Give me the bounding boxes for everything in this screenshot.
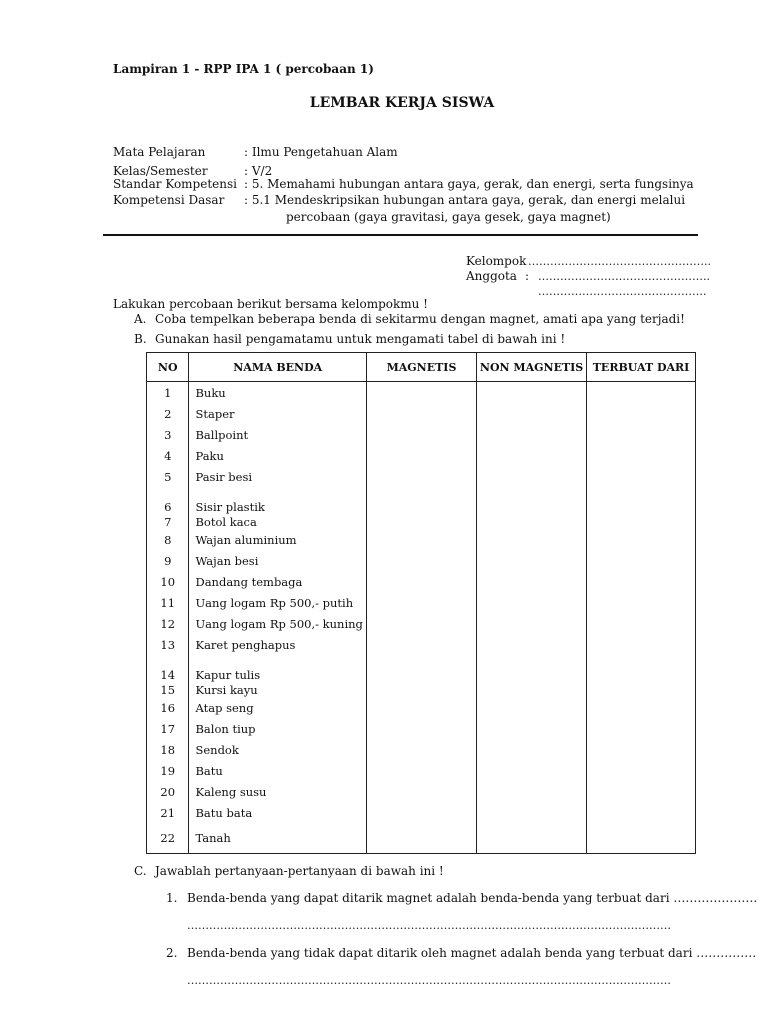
question-1-marker: 1. — [166, 891, 178, 905]
magnetic-cell[interactable] — [366, 739, 476, 760]
object-name: Ballpoint — [189, 424, 366, 445]
object-name: Tanah — [189, 823, 366, 854]
magnetic-cell[interactable] — [366, 683, 476, 697]
material-cell[interactable] — [587, 550, 696, 571]
row-number: 1 — [147, 382, 189, 404]
row-number: 16 — [147, 697, 189, 718]
row-number: 19 — [147, 760, 189, 781]
magnetic-cell[interactable] — [366, 760, 476, 781]
col-header-material: TERBUAT DARI — [587, 353, 696, 382]
non-magnetic-cell[interactable] — [477, 466, 587, 487]
members-colon: : — [525, 269, 530, 283]
group-label: Kelompok — [466, 254, 527, 268]
material-cell[interactable] — [587, 802, 696, 823]
table-row — [147, 424, 696, 445]
magnetic-cell[interactable] — [366, 515, 476, 529]
table-row — [147, 529, 696, 550]
magnetic-cell[interactable] — [366, 571, 476, 592]
object-name: Sisir plastik — [189, 487, 366, 515]
material-cell[interactable] — [587, 823, 696, 854]
row-number: 7 — [147, 515, 189, 529]
row-number: 9 — [147, 550, 189, 571]
object-name: Uang logam Rp 500,- kuning — [189, 613, 366, 634]
row-number: 2 — [147, 403, 189, 424]
material-cell[interactable] — [587, 571, 696, 592]
row-number: 22 — [147, 823, 189, 854]
table-row — [147, 445, 696, 466]
row-number: 20 — [147, 781, 189, 802]
magnetic-cell[interactable] — [366, 802, 476, 823]
table-row — [147, 802, 696, 823]
row-number: 6 — [147, 487, 189, 515]
non-magnetic-cell[interactable] — [477, 571, 587, 592]
section-c-text: Jawablah pertanyaan-pertanyaan di bawah ini ! — [155, 864, 444, 878]
object-name: Balon tiup — [189, 718, 366, 739]
material-cell[interactable] — [587, 529, 696, 550]
instruction-b-text: Gunakan hasil pengamatamu untuk mengamati tabel di bawah ini ! — [155, 332, 566, 346]
object-name: Paku — [189, 445, 366, 466]
non-magnetic-cell[interactable] — [477, 697, 587, 718]
object-name: Botol kaca — [189, 515, 366, 529]
table-row — [147, 683, 696, 697]
non-magnetic-cell[interactable] — [477, 550, 587, 571]
material-cell[interactable] — [587, 613, 696, 634]
non-magnetic-cell[interactable] — [477, 515, 587, 529]
non-magnetic-cell[interactable] — [477, 382, 587, 404]
row-number: 5 — [147, 466, 189, 487]
info-label-class: Kelas/Semester — [113, 164, 208, 178]
table-row — [147, 466, 696, 487]
non-magnetic-cell[interactable] — [477, 802, 587, 823]
non-magnetic-cell[interactable] — [477, 781, 587, 802]
magnetic-cell[interactable] — [366, 781, 476, 802]
row-number: 8 — [147, 529, 189, 550]
question-2-answer-line[interactable]: …………………………………………………………………………………………………………………… — [187, 974, 671, 987]
table-row — [147, 403, 696, 424]
magnetic-cell[interactable] — [366, 655, 476, 683]
info-value-class: : V/2 — [244, 164, 273, 178]
magnetic-cell[interactable] — [366, 487, 476, 515]
table-row — [147, 655, 696, 683]
members-fill-line-1: ……………………………………….. — [538, 270, 710, 283]
section-c-marker: C. — [134, 864, 147, 878]
magnetic-cell[interactable] — [366, 634, 476, 655]
table-row — [147, 739, 696, 760]
object-name: Buku — [189, 382, 366, 404]
table-row — [147, 487, 696, 515]
table-row — [147, 515, 696, 529]
non-magnetic-cell[interactable] — [477, 739, 587, 760]
object-name: Uang logam Rp 500,- putih — [189, 592, 366, 613]
info-label-basic: Kompetensi Dasar — [113, 193, 225, 207]
magnetic-cell[interactable] — [366, 550, 476, 571]
object-name: Kapur tulis — [189, 655, 366, 683]
table-row — [147, 634, 696, 655]
col-header-no: NO — [147, 353, 189, 382]
material-cell[interactable] — [587, 760, 696, 781]
table-row — [147, 592, 696, 613]
magnetic-cell[interactable] — [366, 823, 476, 854]
object-name: Batu — [189, 760, 366, 781]
info-label-standard: Standar Kompetensi — [113, 177, 237, 191]
table-row — [147, 781, 696, 802]
row-number: 18 — [147, 739, 189, 760]
material-cell[interactable] — [587, 655, 696, 683]
page-title: LEMBAR KERJA SISWA — [309, 95, 495, 111]
material-cell[interactable] — [587, 445, 696, 466]
magnetic-cell[interactable] — [366, 529, 476, 550]
col-header-non-magnetic: NON MAGNETIS — [477, 353, 587, 382]
table-row — [147, 382, 696, 404]
material-cell[interactable] — [587, 739, 696, 760]
material-cell[interactable] — [587, 683, 696, 697]
question-2-text: Benda-benda yang tidak dapat ditarik oleh magnet adalah benda yang terbuat dari …………… — [187, 946, 757, 960]
material-cell[interactable] — [587, 403, 696, 424]
members-fill-line-2: ………………………………………. — [538, 285, 707, 298]
non-magnetic-cell[interactable] — [477, 403, 587, 424]
observation-table — [146, 352, 696, 854]
members-label: Anggota — [466, 269, 517, 283]
instruction-b-marker: B. — [134, 332, 147, 346]
magnetic-cell[interactable] — [366, 466, 476, 487]
non-magnetic-cell[interactable] — [477, 823, 587, 854]
object-name: Wajan besi — [189, 550, 366, 571]
table-row — [147, 550, 696, 571]
instruction-a-marker: A. — [134, 312, 147, 326]
table-row — [147, 823, 696, 854]
row-number: 12 — [147, 613, 189, 634]
material-cell[interactable] — [587, 781, 696, 802]
object-name: Sendok — [189, 739, 366, 760]
magnetic-cell[interactable] — [366, 718, 476, 739]
non-magnetic-cell[interactable] — [477, 487, 587, 515]
object-name: Wajan aluminium — [189, 529, 366, 550]
magnetic-cell[interactable] — [366, 613, 476, 634]
attachment-label: Lampiran 1 - RPP IPA 1 ( percobaan 1) — [113, 62, 374, 76]
material-cell[interactable] — [587, 515, 696, 529]
table-header-row — [147, 353, 696, 382]
non-magnetic-cell[interactable] — [477, 424, 587, 445]
object-name: Kursi kayu — [189, 683, 366, 697]
info-value-subject: : Ilmu Pengetahuan Alam — [244, 145, 398, 159]
material-cell[interactable] — [587, 466, 696, 487]
magnetic-cell[interactable] — [366, 697, 476, 718]
object-name: Batu bata — [189, 802, 366, 823]
object-name: Atap seng — [189, 697, 366, 718]
info-value-standard: : 5. Memahami hubungan antara gaya, gerak, dan energi, serta fungsinya — [244, 177, 694, 191]
header-divider — [103, 234, 698, 236]
magnetic-cell[interactable] — [366, 445, 476, 466]
col-header-magnetic: MAGNETIS — [366, 353, 476, 382]
row-number: 14 — [147, 655, 189, 683]
row-number: 17 — [147, 718, 189, 739]
row-number: 21 — [147, 802, 189, 823]
row-number: 13 — [147, 634, 189, 655]
question-2-marker: 2. — [166, 946, 178, 960]
material-cell[interactable] — [587, 718, 696, 739]
magnetic-cell[interactable] — [366, 424, 476, 445]
object-name: Kaleng susu — [189, 781, 366, 802]
row-number: 11 — [147, 592, 189, 613]
magnetic-cell[interactable] — [366, 592, 476, 613]
non-magnetic-cell[interactable] — [477, 613, 587, 634]
row-number: 15 — [147, 683, 189, 697]
row-number: 10 — [147, 571, 189, 592]
row-number: 4 — [147, 445, 189, 466]
object-name: Pasir besi — [189, 466, 366, 487]
table-row — [147, 571, 696, 592]
info-label-subject: Mata Pelajaran — [113, 145, 206, 159]
non-magnetic-cell[interactable] — [477, 592, 587, 613]
object-name: Dandang tembaga — [189, 571, 366, 592]
instruction-a-text: Coba tempelkan beberapa benda di sekitarmu dengan magnet, amati apa yang terjadi! — [155, 312, 685, 326]
question-1-text: Benda-benda yang dapat ditarik magnet adalah benda-benda yang terbuat dari ………………… — [187, 891, 758, 905]
non-magnetic-cell[interactable] — [477, 529, 587, 550]
magnetic-cell[interactable] — [366, 403, 476, 424]
table-row — [147, 697, 696, 718]
material-cell[interactable] — [587, 424, 696, 445]
non-magnetic-cell[interactable] — [477, 655, 587, 683]
material-cell[interactable] — [587, 634, 696, 655]
info-value-basic: : 5.1 Mendeskripsikan hubungan antara gaya, gerak, dan energi melalui — [244, 193, 686, 207]
material-cell[interactable] — [587, 592, 696, 613]
col-header-name: NAMA BENDA — [189, 353, 366, 382]
material-cell[interactable] — [587, 382, 696, 404]
table-row — [147, 718, 696, 739]
info-value-basic-line2: percobaan (gaya gravitasi, gaya gesek, gaya magnet) — [286, 210, 611, 224]
non-magnetic-cell[interactable] — [477, 718, 587, 739]
non-magnetic-cell[interactable] — [477, 445, 587, 466]
non-magnetic-cell[interactable] — [477, 760, 587, 781]
material-cell[interactable] — [587, 487, 696, 515]
non-magnetic-cell[interactable] — [477, 683, 587, 697]
table-row — [147, 613, 696, 634]
group-fill-line: ………………………………………….. — [528, 255, 711, 268]
non-magnetic-cell[interactable] — [477, 634, 587, 655]
object-name: Karet penghapus — [189, 634, 366, 655]
row-number: 3 — [147, 424, 189, 445]
magnetic-cell[interactable] — [366, 382, 476, 404]
table-row — [147, 760, 696, 781]
question-1-answer-line[interactable]: …………………………………………………………………………………………………………………… — [187, 919, 671, 932]
instructions-intro: Lakukan percobaan berikut bersama kelompokmu ! — [113, 297, 428, 311]
material-cell[interactable] — [587, 697, 696, 718]
object-name: Staper — [189, 403, 366, 424]
